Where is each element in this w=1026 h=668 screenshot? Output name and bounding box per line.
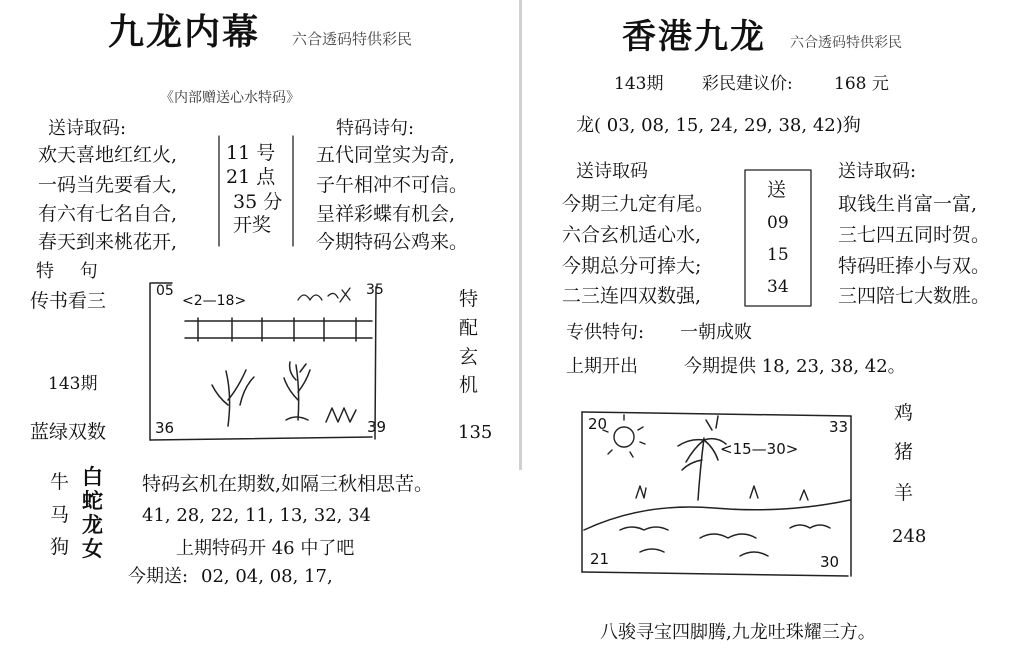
- left-sketch-number: 35: [366, 282, 384, 298]
- left-subtitle: 六合透码特供彩民: [292, 30, 413, 48]
- left-vertical-side: 机: [459, 374, 479, 396]
- left-send-label: 今期送:: [128, 566, 189, 587]
- left-sketch-frame: [150, 283, 376, 440]
- right-provide-line: 今期提供 18, 23, 38, 42。: [684, 356, 906, 377]
- left-last-issue-line: 上期特码开 46 中了吧: [176, 538, 355, 559]
- left-zodiac: 牛: [50, 471, 70, 493]
- left-poem-send-line: 欢天喜地红红火,: [38, 144, 178, 166]
- left-sketch-plant: [212, 362, 356, 426]
- right-animal: 鸡: [894, 402, 914, 424]
- left-sketch-range: <2—18>: [182, 293, 247, 309]
- right-sketch-sun: [603, 415, 645, 457]
- left-zodiac-big: 蛇: [82, 488, 103, 513]
- left-color-hint: 蓝绿双数: [30, 421, 107, 443]
- left-zodiac: 狗: [50, 536, 70, 558]
- left-vertical-side: 特: [459, 288, 479, 310]
- right-issue: 143期: [614, 74, 664, 94]
- left-title: 九龙内幕: [108, 11, 261, 53]
- left-box-line: 11 号: [226, 142, 276, 164]
- right-poem-send-line2: 特码旺捧小与双。: [838, 255, 991, 277]
- left-vertical-side: 玄: [459, 346, 479, 368]
- right-sketch-water: [584, 500, 850, 556]
- right-poem-send-line: 今期三九定有尾。: [562, 193, 715, 215]
- right-sketch-number: 21: [590, 550, 610, 568]
- left-numbers-line: 41, 28, 22, 11, 13, 32, 34: [142, 505, 371, 526]
- left-time-box: [219, 136, 293, 246]
- right-special-label: 专供特句:: [566, 322, 645, 343]
- right-price-label: 彩民建议价:: [702, 74, 793, 94]
- right-box-line: 送: [767, 179, 787, 201]
- left-sketch-cloud: [298, 288, 350, 302]
- right-poem-send-head2: 送诗取码:: [838, 161, 917, 182]
- left-box-line: 35 分: [233, 191, 283, 213]
- left-poem-special-line: 五代同堂实为奇,: [316, 144, 456, 166]
- left-vertical-side: 配: [459, 317, 479, 339]
- right-price: 168 元: [834, 74, 889, 94]
- right-animal: 猪: [894, 441, 914, 463]
- left-box-line: 开奖: [233, 214, 272, 236]
- right-sketch-range: <15—30>: [720, 440, 799, 458]
- left-zodiac-big: 女: [82, 536, 103, 561]
- right-send-box: [745, 170, 811, 306]
- left-zodiac-big: 白: [82, 464, 103, 489]
- right-subtitle: 六合透码特供彩民: [790, 35, 902, 51]
- right-animal: 羊: [894, 482, 914, 504]
- right-box-line: 15: [767, 245, 789, 265]
- right-poem-send-line2: 三七四五同时贺。: [838, 224, 991, 246]
- left-sketch-fence: [185, 318, 372, 341]
- right-dragon-line: 龙( 03, 08, 15, 24, 29, 38, 42)狗: [576, 115, 861, 136]
- left-zodiac: 马: [50, 504, 70, 526]
- right-special-value: 一朝成败: [680, 322, 752, 343]
- left-poem-special-line: 今期特码公鸡来。: [316, 231, 469, 253]
- right-title: 香港九龙: [622, 17, 766, 57]
- left-poem-send-line: 有六有七名自合,: [38, 203, 178, 225]
- right-side-number: 248: [892, 526, 927, 547]
- right-poem-send-line2: 取钱生肖富一富,: [838, 193, 978, 215]
- right-sketch-tree: [678, 416, 726, 500]
- left-zodiac-big: 龙: [82, 512, 103, 537]
- left-poem-special-line: 子午相冲不可信。: [316, 174, 469, 196]
- right-box-line: 09: [767, 213, 789, 233]
- right-sketch-number: 20: [588, 415, 608, 433]
- left-special-phrase-label: 特 句: [36, 261, 108, 282]
- right-box-line: 34: [767, 277, 789, 297]
- left-send-numbers: 02, 04, 08, 17,: [201, 566, 333, 587]
- left-gift-note: 《内部赠送心水特码》: [160, 90, 300, 106]
- left-poem-special-line: 呈祥彩蝶有机会,: [316, 203, 456, 225]
- right-sketch-grass: [636, 486, 808, 500]
- right-poem-send-line: 二三连四双数强,: [562, 285, 702, 307]
- left-poem-send-line: 春天到来桃花开,: [38, 231, 178, 253]
- left-sketch-number: 36: [155, 419, 175, 437]
- left-poem-send-line: 一码当先要看大,: [38, 174, 178, 196]
- right-poem-send-line2: 三四陪七大数胜。: [838, 285, 991, 307]
- left-poem-special-head: 特码诗句:: [336, 118, 415, 139]
- right-sketch-number: 33: [829, 418, 849, 436]
- left-sketch-number: 39: [367, 418, 387, 436]
- left-sketch-number: 05: [156, 283, 174, 299]
- left-issue: 143期: [48, 374, 98, 394]
- left-riddle: 特码玄机在期数,如隔三秋相思苦。: [142, 473, 434, 495]
- left-box-line: 21 点: [226, 166, 276, 188]
- right-poem-send-head: 送诗取码: [576, 161, 648, 182]
- right-sketch-frame: [582, 412, 851, 576]
- right-poem-send-line: 今期总分可捧大;: [562, 255, 702, 277]
- right-poem-send-line: 六合玄机适心水,: [562, 224, 702, 246]
- left-book-phrase: 传书看三: [30, 290, 107, 312]
- right-sketch-number: 30: [820, 553, 840, 571]
- right-last-open-label: 上期开出: [566, 356, 638, 377]
- left-side-number: 135: [458, 422, 493, 443]
- right-footer: 八骏寻宝四脚腾,九龙吐珠耀三方。: [600, 622, 876, 643]
- left-poem-send-head: 送诗取码:: [48, 118, 127, 139]
